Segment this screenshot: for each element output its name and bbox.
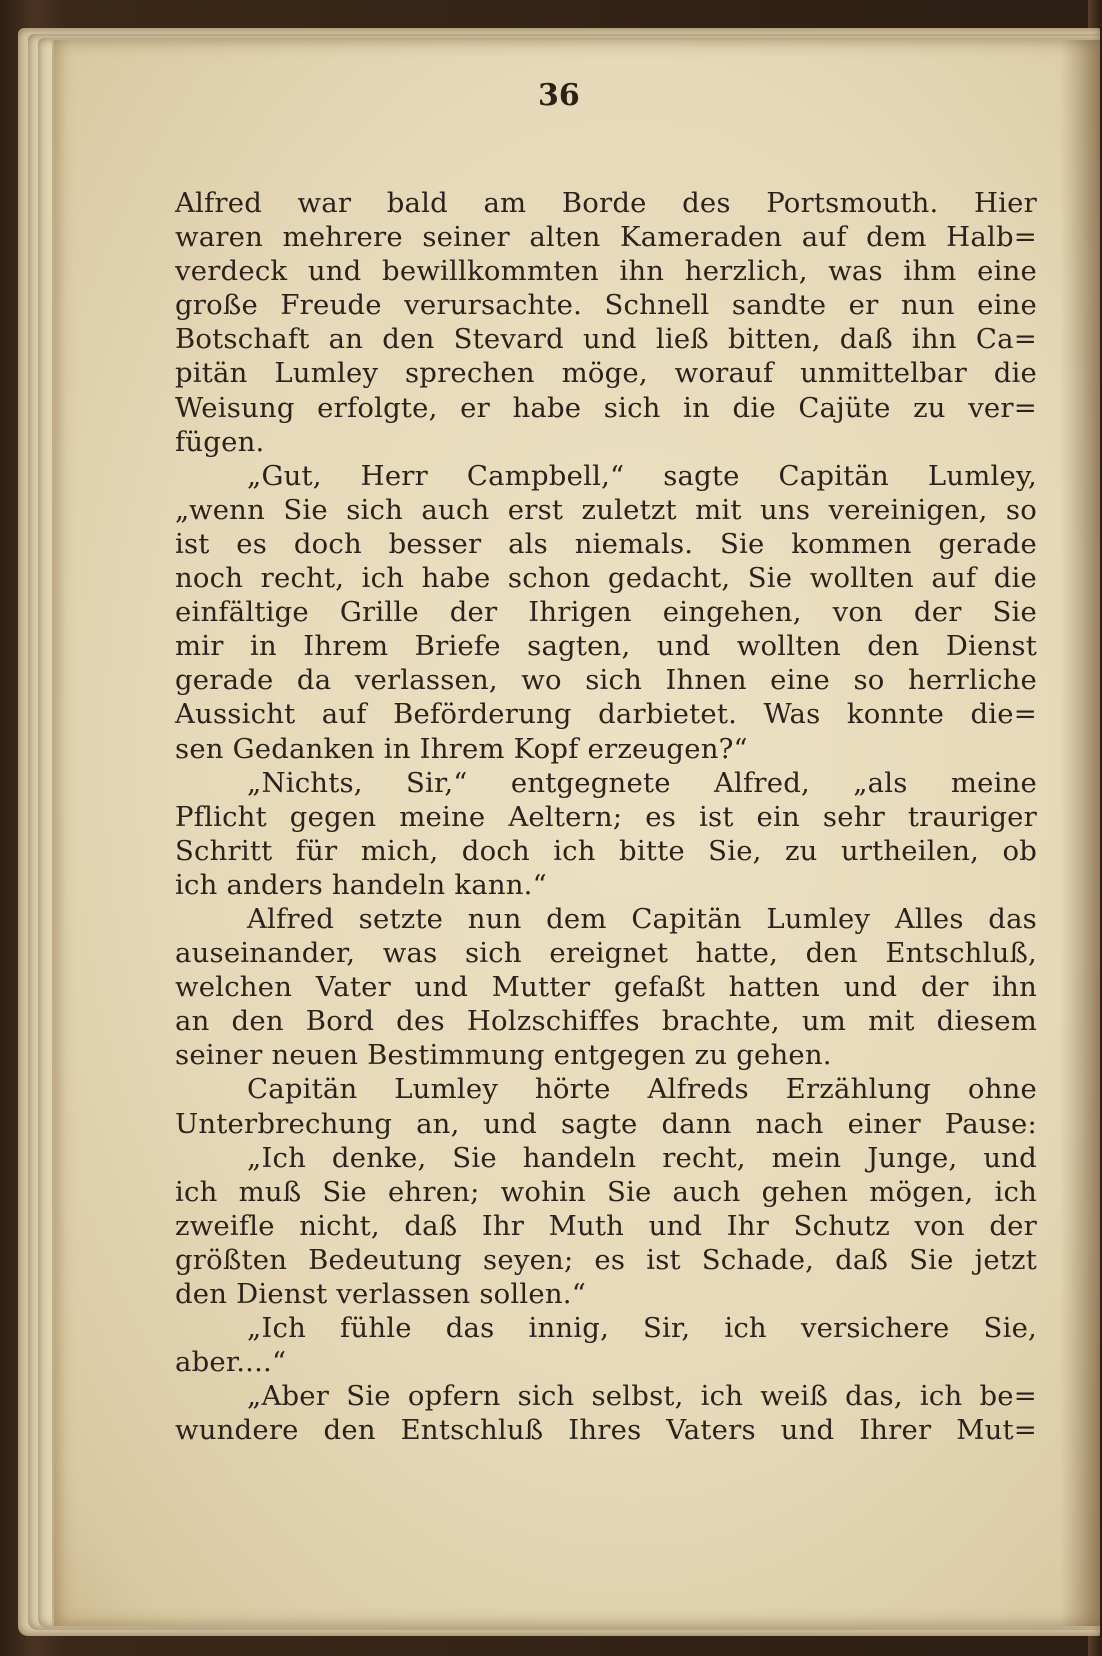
text-line: Pflicht gegen meine Aeltern; es ist ein sehr trauriger (175, 800, 1037, 833)
text-line: welchen Vater und Mutter gefaßt hatten und der ihn (175, 971, 1037, 1004)
text-line: „Gut, Herr Campbell,“ sagte Capitän Lumley, (247, 459, 1037, 492)
text-line: „Aber Sie opfern sich selbst, ich weiß das, ich be= (247, 1380, 1037, 1413)
text-line: „Ich denke, Sie handeln recht, mein Junge, und (247, 1141, 1037, 1174)
text-line: „Ich fühle das innig, Sir, ich versichere Sie, (247, 1312, 1037, 1345)
text-line: sen Gedanken in Ihrem Kopf erzeugen?“ (175, 732, 748, 765)
text-line: gerade da verlassen, wo sich Ihnen eine so herrliche (175, 664, 1037, 697)
text-line: Alfred war bald am Borde des Portsmouth. Hier (175, 187, 1037, 219)
text-line: Capitän Lumley hörte Alfreds Erzählung ohne (247, 1073, 1037, 1106)
text-line: auseinander, was sich ereignet hatte, den Entschluß, (175, 937, 1037, 970)
text-line: mir in Ihrem Briefe sagten, und wollten den Dienst (175, 630, 1037, 663)
text-line: größten Bedeutung seyen; es ist Schade, daß Sie jetzt (175, 1243, 1037, 1276)
text-line: aber....“ (175, 1346, 287, 1379)
page-gutter-shadow (1060, 40, 1100, 1626)
page-text-block (175, 186, 1037, 1447)
text-line: Unterbrechung an, und sagte dann nach einer Pause: (175, 1107, 1037, 1140)
text-line: an den Bord des Holzschiffes brachte, um mit diesem (175, 1005, 1037, 1038)
text-line: seiner neuen Bestimmung entgegen zu gehen. (175, 1039, 832, 1072)
text-line: wundere den Entschluß Ihres Vaters und Ihrer Mut= (175, 1414, 1037, 1447)
text-line: verdeck und bewillkommten ihn herzlich, was ihm eine (175, 255, 1037, 288)
text-line: „wenn Sie sich auch erst zuletzt mit uns vereinigen, so (175, 493, 1037, 526)
text-line: Schritt für mich, doch ich bitte Sie, zu urtheilen, ob (175, 834, 1037, 867)
text-line: Alfred setzte nun dem Capitän Lumley Alles das (247, 902, 1037, 935)
text-line: den Dienst verlassen sollen.“ (175, 1278, 587, 1310)
text-line: ist es doch besser als niemals. Sie kommen gerade (175, 527, 1037, 560)
text-line: ich muß Sie ehren; wohin Sie auch gehen mögen, ich (175, 1175, 1037, 1208)
text-line: „Nichts, Sir,“ entgegnete Alfred, „als meine (247, 766, 1037, 799)
text-line: noch recht, ich habe schon gedacht, Sie wollten auf die (175, 562, 1037, 595)
text-line: Weisung erfolgte, er habe sich in die Cajüte zu ver= (175, 391, 1037, 424)
text-line: große Freude verursachte. Schnell sandte er nun eine (175, 289, 1037, 322)
text-line: ich anders handeln kann.“ (175, 868, 547, 901)
text-line: pitän Lumley sprechen möge, worauf unmittelbar die (175, 357, 1037, 390)
text-line: Botschaft an den Stevard und ließ bitten, daß ihn Ca= (175, 323, 1037, 356)
text-line: fügen. (175, 425, 265, 458)
page-number: 36 (538, 78, 580, 113)
text-line: Aussicht auf Beförderung darbietet. Was konnte die= (175, 698, 1037, 731)
text-line: waren mehrere seiner alten Kameraden auf dem Halb= (175, 221, 1037, 254)
text-line: zweifle nicht, daß Ihr Muth und Ihr Schutz von der (175, 1209, 1037, 1242)
text-line: einfältige Grille der Ihrigen eingehen, von der Sie (175, 596, 1037, 629)
